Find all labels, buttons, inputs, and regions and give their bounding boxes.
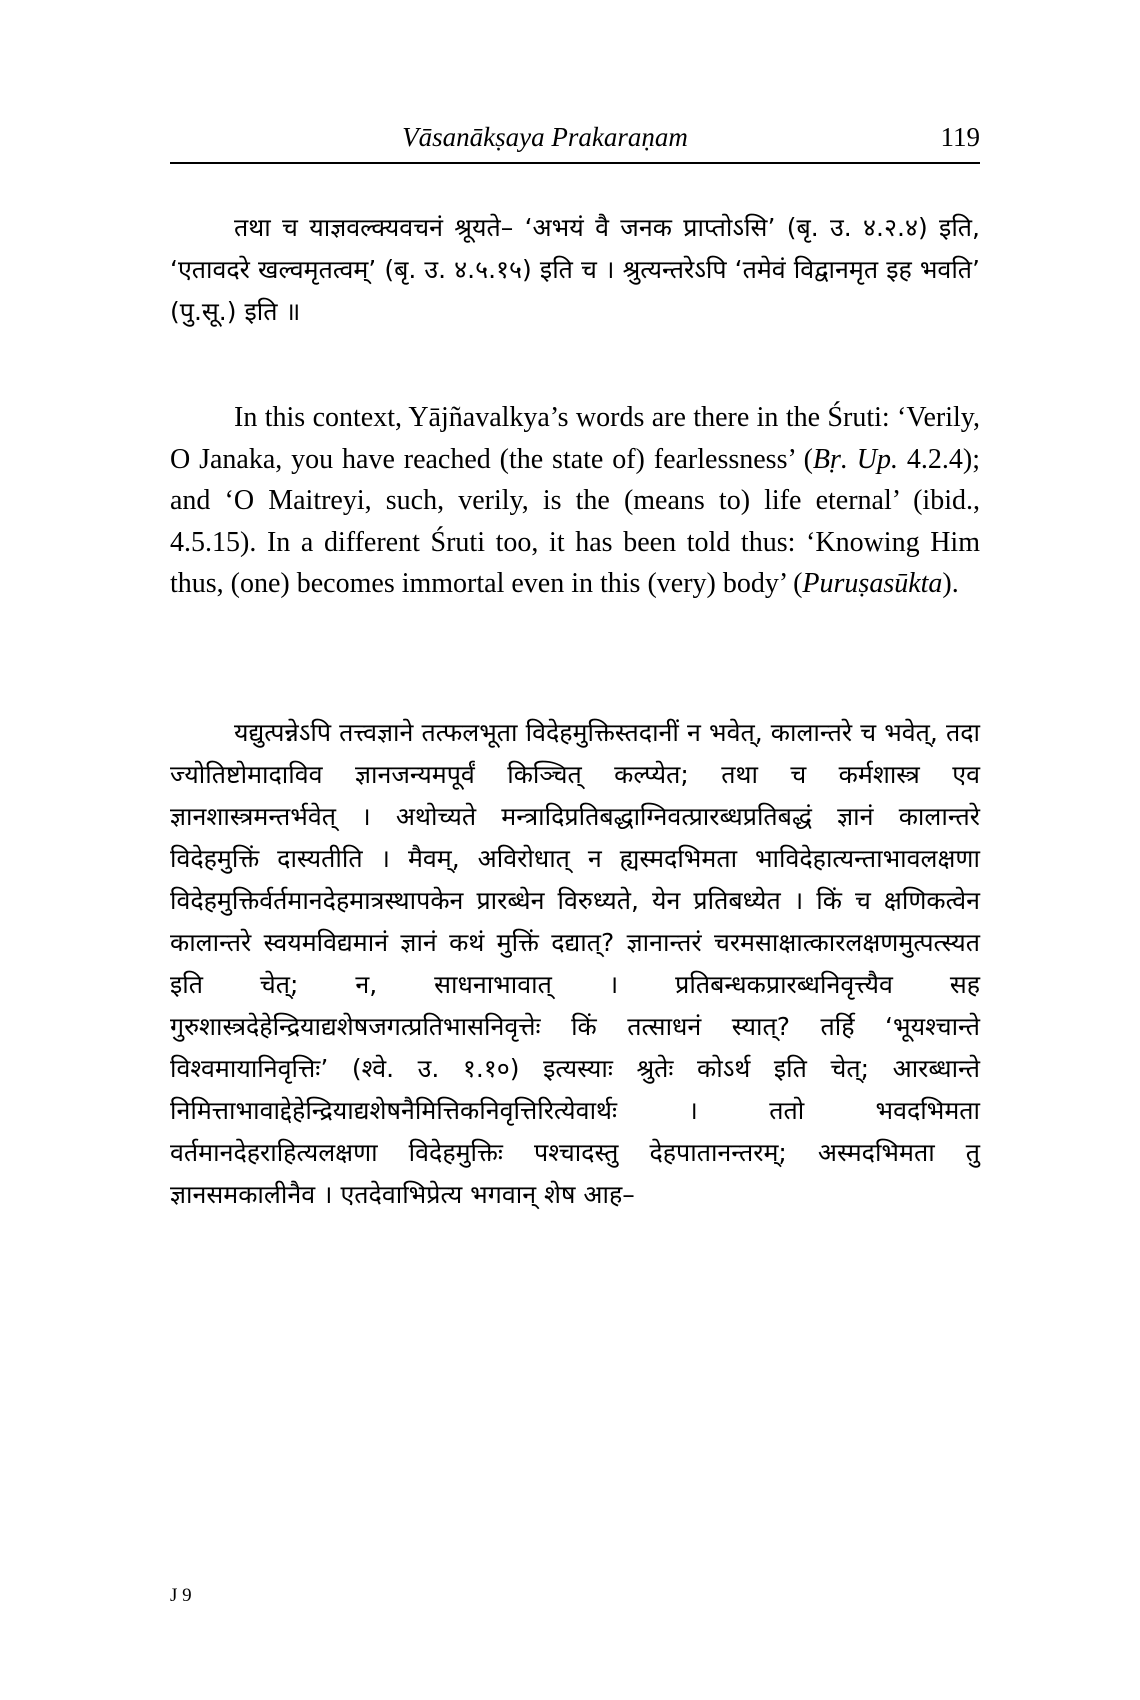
sanskrit-commentary-passage: यद्युत्पन्नेऽपि तत्त्वज्ञाने तत्फलभूता विदेहमुक्तिस्तदानीं न भवेत्, कालान्तरे च भवेत्, तदा ज्योतिष्टोमादाविव ज्ञानजन्यमपूर्वं किञ्चित् कल्प्येत; तथा च कर्मशास्त्र एव ज्ञानशास्त्रमन्तर्भवेत् । अथोच्यते मन्त्रादिप्रतिबद्धाग्निवत्प्रारब्धप्रतिबद्धं ज्ञानं कालान्तरे विदेहमुक्तिं दास्यतीति । मैवम्, अविरोधात् न ह्यस्मदभिमता भाविदेहात्यन्ताभावलक्षणा विदेहमुक्तिर्वर्तमानदेहमात्रस्थापकेन प्रारब्धेन विरुध्यते, येन प्रतिबध्येत । किं च क्षणिकत्वेन कालान्तरे स्वयमविद्यमानं ज्ञानं कथं मुक्तिं दद्यात्? ज्ञानान्तरं चरमसाक्षात्कारलक्षणमुत्पत्स्यत इति चेत्; न, साधनाभावात् । प्रतिबन्धकप्रारब्धनिवृत्त्यैव सह गुरुशास्त्रदेहेन्द्रियाद्यशेषजगत्प्रतिभासनिवृत्तेः किं तत्साधनं स्यात्? तर्हि ‘भूयश्चान्ते विश्वमायानिवृत्तिः’ (श्वे. उ. १.१०) इत्यस्याः श्रुतेः कोऽर्थ इति चेत्; आरब्धान्ते निमित्ताभावाद्देहेन्द्रियाद्यशेषनैमित्तिकनिवृत्तिरित्येवार्थः । ततो भवदभिमता वर्तमानदेहराहित्यलक्षणा विदेहमुक्तिः पश्चादस्तु देहपातानन्तरम्; अस्मदभिमता तु ज्ञानसमकालीनैव । एतदेवाभिप्रेत्य भगवान् शेष आह– (170, 718, 980, 1209)
translation-text: 4.2.4); and ‘O Maitreyi, such, verily, is the (means to) life eternal’ (ibid., 4.5.15). In a different Śruti too, it has been told thus: ‘Knowing Him thus, (one) becomes immortal even in this (very) body’ ( (170, 443, 980, 599)
running-head (170, 120, 980, 164)
translation-text: In this context, Yājñavalkya’s words are there in the Śruti: ‘Verily, O Janaka, you have reached (the state of) fearlessness’ ( (170, 402, 980, 475)
english-translation (170, 397, 980, 605)
translation-reference: Bṛ. Up. (812, 443, 899, 475)
printer-signature-mark: J 9 (170, 1585, 192, 1606)
running-title: Vāsanākṣaya Prakaraṇam (402, 122, 688, 152)
sanskrit-verse-passage: तथा च याज्ञवल्क्यवचनं श्रूयते– ‘अभयं वै जनक प्राप्तोऽसि’ (बृ. उ. ४.२.४) इति, ‘एतावदरे खल्वमृतत्वम्’ (बृ. उ. ४.५.१५) इति च । श्रुत्यन्तरेऽपि ‘तमेवं विद्वानमृत इह भवति’ (पु.सू.) इति ॥ (170, 213, 980, 326)
translation-reference: Puruṣasūkta (802, 568, 943, 599)
translation-text: ). (942, 568, 959, 599)
page-number: 119 (940, 122, 980, 152)
